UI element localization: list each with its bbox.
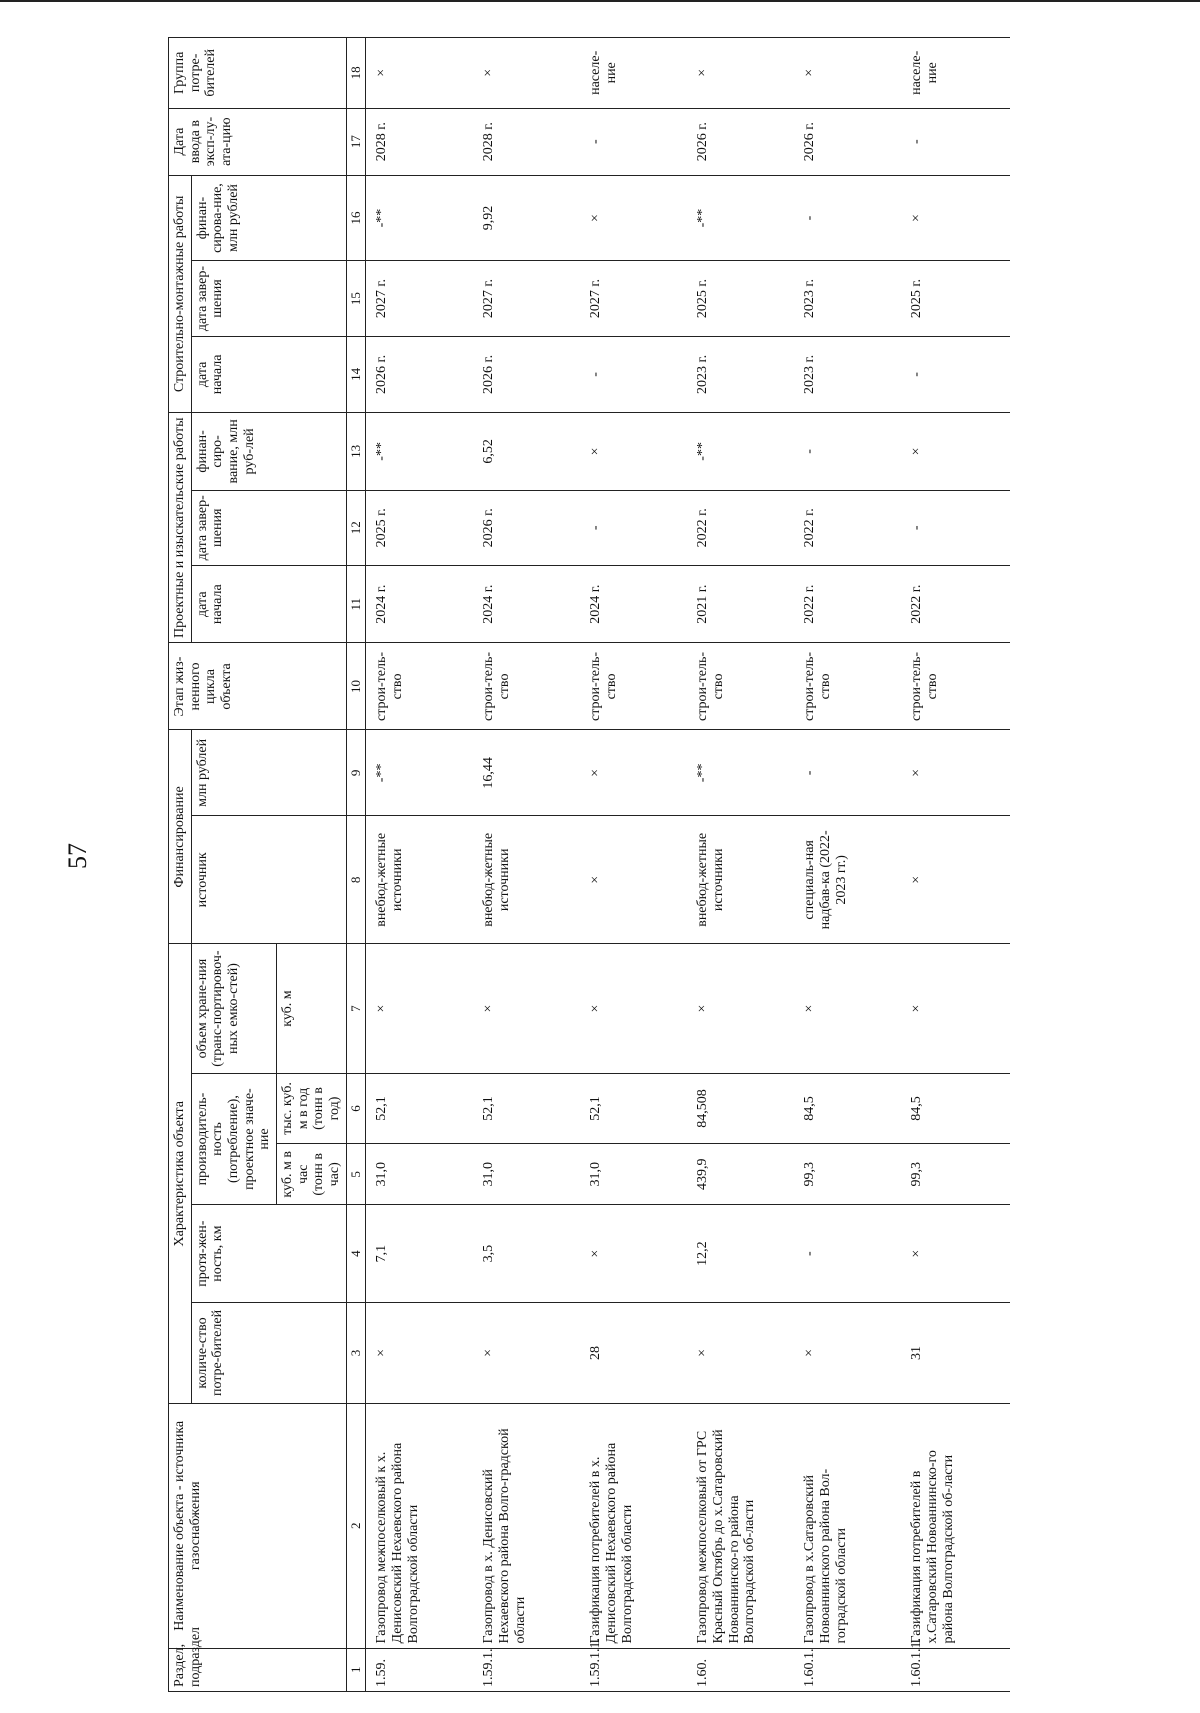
table-cell: ×	[582, 175, 689, 261]
table-cell: ×	[366, 1302, 475, 1403]
table-cell: 2025 г.	[689, 261, 796, 336]
header-source: источник	[191, 816, 346, 944]
table-cell: 2021 г.	[689, 565, 796, 643]
table-cell: 31,0	[366, 1144, 475, 1205]
table-cell: 2022 г.	[689, 490, 796, 565]
table-cell: строи-тель-ство	[582, 643, 689, 730]
table-cell: ×	[366, 38, 475, 109]
table-cell: 2023 г.	[689, 336, 796, 412]
table-row	[475, 38, 582, 1692]
table-cell: -	[903, 490, 1010, 565]
header-lifecycle-stage: Этап жиз-ненного цикла объекта	[169, 643, 347, 730]
table-row	[903, 38, 1010, 1692]
table-cell: 2025 г.	[903, 261, 1010, 336]
table-cell: 6,52	[475, 413, 582, 491]
row-name-cell: Газификация потребителей в х. Денисовский Нехаевского района Волгоградской области	[582, 1404, 689, 1649]
table-cell: ×	[689, 944, 796, 1073]
row-name-cell: Газификация потребителей в х.Сатаровский Новоаннинско-го района Волгоградской об-ласти	[903, 1404, 1010, 1649]
header-million-rub: млн рублей	[191, 730, 346, 816]
header-construction-end: дата завер-шения	[191, 261, 346, 336]
table-cell: строи-тель-ство	[903, 643, 1010, 730]
table-cell: -**	[366, 175, 475, 261]
column-number: 14	[346, 336, 366, 412]
table-cell: ×	[582, 1205, 689, 1303]
row-section-cell: 1.59.1.1.	[582, 1648, 689, 1691]
table-cell: -	[796, 175, 903, 261]
table-cell: специаль-ная надбав-ка (2022-2023 гг.)	[796, 816, 903, 944]
header-construction-start: дата начала	[191, 336, 346, 412]
row-section-cell: 1.60.1.	[796, 1648, 903, 1691]
table-cell: 2028 г.	[366, 108, 475, 175]
header-construction-financing: финан-сирова-ние, млн рублей	[191, 175, 346, 261]
column-number: 13	[346, 413, 366, 491]
column-number: 15	[346, 261, 366, 336]
table-cell: -	[796, 1205, 903, 1303]
table-cell: 2025 г.	[366, 490, 475, 565]
table-cell: ×	[475, 38, 582, 109]
header-consumer-group: Группа потре-бителей	[169, 38, 347, 109]
column-number: 17	[346, 108, 366, 175]
header-performance: производитель-ность (потребление), проектное значе-ние	[191, 1073, 276, 1205]
table-cell: 3,5	[475, 1205, 582, 1303]
table-cell: 84,5	[796, 1073, 903, 1144]
table-cell: -	[582, 490, 689, 565]
table-cell: ×	[903, 413, 1010, 491]
table-cell: 2024 г.	[366, 565, 475, 643]
page-top-rule	[0, 0, 1200, 2]
header-section: Раздел, подраздел	[169, 1648, 347, 1691]
header-storage-volume: объем хране-ния (транс-портировоч-ных емко-стей)	[191, 944, 276, 1073]
table-cell: 16,44	[475, 730, 582, 816]
table-cell: 52,1	[475, 1073, 582, 1144]
column-number: 1	[346, 1648, 366, 1691]
table-cell: 2027 г.	[366, 261, 475, 336]
column-number: 16	[346, 175, 366, 261]
table-cell: ×	[796, 38, 903, 109]
table-cell: 52,1	[366, 1073, 475, 1144]
table-cell: ×	[796, 1302, 903, 1403]
table-cell: -	[796, 413, 903, 491]
header-storage-unit: куб. м	[277, 944, 347, 1073]
table-cell: 2027 г.	[582, 261, 689, 336]
table-cell: ×	[582, 944, 689, 1073]
header-table	[168, 37, 366, 1692]
column-number: 6	[346, 1073, 366, 1144]
row-section-cell: 1.59.1.	[475, 1648, 582, 1691]
header-length: протя-жен-ность, км	[191, 1205, 346, 1303]
header-design-works: Проектные и изыскательские работы	[169, 413, 192, 643]
table-cell: 7,1	[366, 1205, 475, 1303]
table-cell: 2022 г.	[796, 490, 903, 565]
table-cell: 12,2	[689, 1205, 796, 1303]
table-cell: ×	[903, 1205, 1010, 1303]
table-cell: ×	[582, 413, 689, 491]
rows-body	[366, 38, 1010, 1692]
table-row	[796, 38, 903, 1692]
column-number: 18	[346, 38, 366, 109]
data-table	[366, 37, 1010, 1692]
table-cell: 84,508	[689, 1073, 796, 1144]
table-cell: 439,9	[689, 1144, 796, 1205]
column-number: 9	[346, 730, 366, 816]
table-cell: 2023 г.	[796, 261, 903, 336]
table-cell: 2024 г.	[582, 565, 689, 643]
table-cell: -	[582, 336, 689, 412]
table-cell: 2026 г.	[689, 108, 796, 175]
table-cell: 2026 г.	[475, 490, 582, 565]
table-cell: -	[582, 108, 689, 175]
table-cell: ×	[366, 944, 475, 1073]
header-consumer-count: количе-ство потре-бителей	[191, 1302, 346, 1403]
header-thousand-cubic-per-year: тыс. куб. м в год (тонн в год)	[277, 1073, 347, 1144]
table-cell: 31	[903, 1302, 1010, 1403]
table-row	[689, 38, 796, 1692]
table-row	[366, 38, 475, 1692]
table-cell: внебюд-жетные источники	[366, 816, 475, 944]
table-cell: ×	[903, 944, 1010, 1073]
table-cell: 2024 г.	[475, 565, 582, 643]
header-design-financing: финан-сиро-вание, млн руб-лей	[191, 413, 346, 491]
row-section-cell: 1.60.1.1.	[903, 1648, 1010, 1691]
table-cell: ×	[903, 816, 1010, 944]
column-number: 5	[346, 1144, 366, 1205]
table-cell: 31,0	[582, 1144, 689, 1205]
table-cell: 2022 г.	[796, 565, 903, 643]
header-financing: Финансирование	[169, 730, 192, 944]
table-cell: строи-тель-ство	[796, 643, 903, 730]
table-cell: строи-тель-ство	[366, 643, 475, 730]
table-cell: ×	[689, 38, 796, 109]
column-number: 2	[346, 1404, 366, 1649]
table-cell: -**	[689, 413, 796, 491]
table-cell: ×	[582, 816, 689, 944]
table-cell: населе-ние	[903, 38, 1010, 109]
row-section-cell: 1.59.	[366, 1648, 475, 1691]
table-cell: -	[903, 108, 1010, 175]
table-cell: 2022 г.	[903, 565, 1010, 643]
table-cell: 84,5	[903, 1073, 1010, 1144]
column-number: 3	[346, 1302, 366, 1403]
header-construction-works: Строительно-монтажные работы	[169, 175, 192, 412]
table-cell: 28	[582, 1302, 689, 1403]
table-cell: 31,0	[475, 1144, 582, 1205]
table-cell: 2026 г.	[475, 336, 582, 412]
row-name-cell: Газопровод межпоселковый к х. Денисовский Нехаевского района Волгоградской области	[366, 1404, 475, 1649]
table-cell: 2027 г.	[475, 261, 582, 336]
table-cell: ×	[475, 944, 582, 1073]
column-number: 12	[346, 490, 366, 565]
table-cell: 2023 г.	[796, 336, 903, 412]
row-name-cell: Газопровод в х. Денисовский Нехаевского района Волго-градской области	[475, 1404, 582, 1649]
column-number: 11	[346, 565, 366, 643]
table-cell: ×	[582, 730, 689, 816]
table-cell: ×	[689, 1302, 796, 1403]
table-cell: 2026 г.	[366, 336, 475, 412]
table-cell: 52,1	[582, 1073, 689, 1144]
table-cell: -**	[689, 730, 796, 816]
column-number: 7	[346, 944, 366, 1073]
table-cell: строи-тель-ство	[475, 643, 582, 730]
table-row	[582, 38, 689, 1692]
header-design-end: дата завер-шения	[191, 490, 346, 565]
table-cell: внебюд-жетные источники	[475, 816, 582, 944]
row-name-cell: Газопровод межпоселковый от ГРС Красный Октябрь до х.Сатаровский Новоаннинско-го района Волгоградской об-ласти	[689, 1404, 796, 1649]
table-cell: ×	[796, 944, 903, 1073]
row-section-cell: 1.60.	[689, 1648, 796, 1691]
header-design-start: дата начала	[191, 565, 346, 643]
column-number: 8	[346, 816, 366, 944]
table-cell: 99,3	[903, 1144, 1010, 1205]
table-cell: строи-тель-ство	[689, 643, 796, 730]
table-cell: 2028 г.	[475, 108, 582, 175]
page-number: 57	[63, 843, 92, 869]
header-object-name: Наименование объекта - источника газоснабжения	[169, 1404, 347, 1649]
column-number: 10	[346, 643, 366, 730]
table-cell: -	[903, 336, 1010, 412]
rotated-page	[168, 37, 1190, 1692]
header-cubic-per-hour: куб. м в час (тонн в час)	[277, 1144, 347, 1205]
table-cell: ×	[475, 1302, 582, 1403]
table-cell: внебюд-жетные источники	[689, 816, 796, 944]
table-cell: населе-ние	[582, 38, 689, 109]
table-cell: ×	[903, 730, 1010, 816]
table-cell: -**	[689, 175, 796, 261]
table-cell: 2026 г.	[796, 108, 903, 175]
table-cell: 9,92	[475, 175, 582, 261]
column-number: 4	[346, 1205, 366, 1303]
table-cell: ×	[903, 175, 1010, 261]
row-name-cell: Газопровод в х.Сатаровский Новоаннинского района Вол-гоградской области	[796, 1404, 903, 1649]
header-characteristics: Характеристика объекта	[169, 944, 192, 1404]
table-cell: -	[796, 730, 903, 816]
table-cell: 99,3	[796, 1144, 903, 1205]
table-cell: -**	[366, 413, 475, 491]
table-cell: -**	[366, 730, 475, 816]
header-commission-date: Дата ввода в эксп-лу-ата-цию	[169, 108, 347, 175]
